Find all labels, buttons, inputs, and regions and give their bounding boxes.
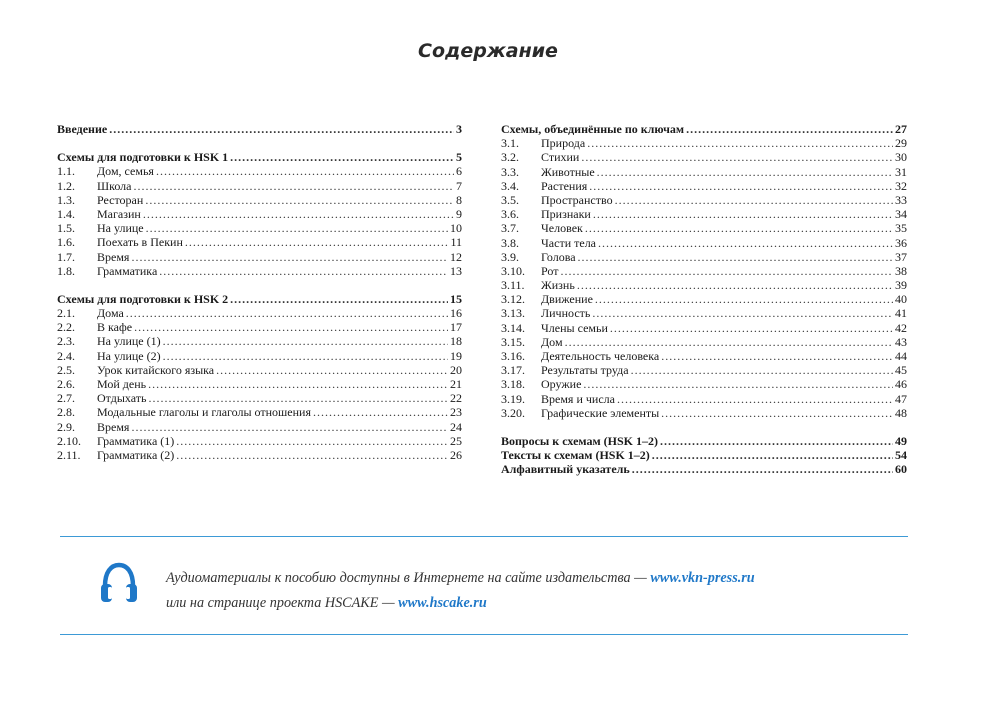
toc-entry-title: Пространство [541, 192, 613, 207]
toc-entry-number: 3.4. [501, 178, 519, 193]
toc-entry[interactable] [57, 377, 462, 391]
toc-entry[interactable] [57, 420, 462, 434]
toc-page-number: 47 [895, 391, 907, 406]
toc-entry-title: Движение [541, 292, 593, 307]
audio-note [166, 566, 896, 616]
toc-dot-leader [185, 235, 449, 249]
toc-page-number: 27 [895, 122, 907, 136]
toc-dot-leader [593, 207, 893, 221]
toc-dot-leader [145, 193, 454, 207]
toc-dot-leader [216, 363, 448, 377]
toc-entry[interactable] [501, 179, 907, 193]
toc-entry-number: 1.5. [57, 221, 75, 236]
toc-entry-title: Стихии [541, 150, 580, 165]
toc-entry-title: Алфавитный указатель [501, 462, 630, 477]
toc-entry[interactable] [501, 221, 907, 235]
toc-dot-leader [176, 448, 448, 462]
toc-entry-number: 3.20. [501, 405, 525, 420]
toc-page-number: 36 [895, 235, 907, 250]
toc-entry-number: 3.18. [501, 377, 525, 392]
toc-entry-title: Отдыхать [97, 391, 147, 406]
toc-entry-title: Результаты труда [541, 363, 629, 378]
toc-entry-number: 3.9. [501, 249, 519, 264]
toc-page-number: 17 [450, 320, 462, 335]
toc-entry[interactable] [501, 377, 907, 391]
toc-entry[interactable] [501, 193, 907, 207]
toc-page-number: 22 [450, 391, 462, 406]
toc-dot-leader [146, 221, 448, 235]
toc-entry-title: Деятельность человека [541, 349, 660, 363]
toc-entry[interactable] [57, 320, 462, 334]
toc-entry-title: Растения [541, 178, 588, 193]
toc-page-number: 38 [895, 263, 907, 278]
toc-entry-title: Время [97, 249, 130, 264]
toc-entry[interactable] [57, 405, 462, 419]
toc-entry-number: 2.10. [57, 433, 81, 448]
toc-page-number: 46 [895, 377, 907, 392]
page-title: Содержание [418, 40, 558, 62]
toc-dot-leader [230, 150, 454, 164]
toc-section[interactable] [501, 448, 907, 462]
toc-entry-title: Модальные глаголы и глаголы отношения [97, 405, 311, 420]
toc-section[interactable] [57, 292, 462, 306]
toc-dot-leader [598, 236, 893, 250]
toc-dot-leader [686, 122, 893, 136]
toc-dot-leader [615, 193, 893, 207]
toc-entry[interactable] [501, 236, 907, 250]
toc-entry-title: Грамматика [97, 263, 158, 278]
toc-dot-leader [660, 434, 893, 448]
audio-note-line-1 [166, 566, 896, 591]
toc-entry-title: Урок китайского языка [97, 362, 215, 377]
toc-entry[interactable] [57, 363, 462, 377]
toc-entry[interactable] [501, 406, 907, 420]
toc-entry-title: Магазин [97, 206, 141, 221]
toc-page-number: 32 [895, 178, 907, 193]
toc-page-number: 9 [456, 206, 462, 221]
toc-page-number: 12 [450, 249, 462, 264]
toc-entry-title: Тексты к схемам (HSK 1–2) [501, 448, 650, 463]
toc-entry-number: 1.7. [57, 249, 75, 264]
toc-page-number: 30 [895, 150, 907, 165]
toc-page-number: 44 [895, 349, 907, 363]
toc-page-number: 26 [450, 447, 462, 462]
toc-entry-number: 3.5. [501, 192, 519, 207]
toc-entry[interactable] [501, 306, 907, 320]
toc-entry-title: Время [97, 419, 130, 434]
toc-entry-title: Признаки [541, 207, 591, 222]
toc-entry[interactable] [57, 306, 462, 320]
toc-entry[interactable] [501, 349, 907, 363]
toc-section[interactable] [501, 462, 907, 476]
toc-entry-title: Личность [541, 306, 591, 321]
toc-dot-leader [565, 335, 893, 349]
toc-page-number: 43 [895, 334, 907, 349]
toc-entry[interactable] [501, 321, 907, 335]
toc-entry-number: 3.15. [501, 334, 525, 349]
toc-dot-leader [159, 264, 448, 278]
toc-entry[interactable] [501, 207, 907, 221]
toc-entry-title: Дом, семья [97, 164, 154, 179]
toc-dot-leader [631, 363, 893, 377]
toc-page-number: 8 [456, 192, 462, 207]
toc-entry[interactable] [57, 391, 462, 405]
toc-entry-title: Школа [97, 178, 132, 193]
toc-entry-number: 1.8. [57, 263, 75, 278]
toc-gap [501, 420, 907, 434]
toc-page-number: 13 [450, 263, 462, 278]
toc-entry[interactable] [57, 349, 462, 363]
toc-entry[interactable] [501, 392, 907, 406]
divider-top [60, 536, 908, 537]
toc-dot-leader [661, 349, 893, 363]
toc-page-number: 6 [456, 164, 462, 179]
toc-page-number: 20 [450, 362, 462, 377]
toc-entry[interactable] [501, 363, 907, 377]
divider-bottom [60, 634, 908, 635]
toc-entry-number: 2.7. [57, 391, 75, 406]
toc-entry-title: Мой день [97, 377, 147, 391]
toc-entry-number: 2.9. [57, 419, 75, 434]
toc-section[interactable] [501, 434, 907, 448]
toc-entry-title: Грамматика (1) [97, 433, 175, 448]
toc-page-number: 11 [450, 235, 462, 250]
toc-page-number: 29 [895, 136, 907, 151]
toc-entry[interactable] [57, 448, 462, 462]
toc-dot-leader [126, 306, 448, 320]
toc-entry-number: 2.5. [57, 362, 75, 377]
toc-page-number: 34 [895, 207, 907, 222]
audio-note-text-1: Аудиоматериалы к пособию доступны в Интернете на сайте издательства — [166, 570, 651, 586]
toc-entry-title: Поехать в Пекин [97, 235, 183, 250]
toc-entry[interactable] [57, 179, 462, 193]
toc-entry-number: 3.16. [501, 349, 525, 363]
toc-entry[interactable] [57, 334, 462, 348]
toc-right-column [501, 122, 907, 477]
toc-dot-leader [595, 292, 893, 306]
toc-entry[interactable] [57, 264, 462, 278]
toc-entry-title: На улице (2) [97, 348, 161, 363]
toc-page-number: 7 [456, 178, 462, 193]
toc-section[interactable] [57, 150, 462, 164]
toc-entry[interactable] [501, 165, 907, 179]
toc-entry-number: 3.17. [501, 363, 525, 378]
toc-dot-leader [592, 306, 893, 320]
toc-dot-leader [134, 320, 448, 334]
toc-dot-leader [156, 164, 454, 178]
toc-entry-title: Вопросы к схемам (HSK 1–2) [501, 433, 658, 448]
toc-entry-number: 1.3. [57, 192, 75, 207]
toc-dot-leader [587, 136, 893, 150]
toc-page-number: 40 [895, 292, 907, 307]
toc-entry-title: Дома [97, 306, 124, 321]
toc-page-number: 25 [450, 433, 462, 448]
toc-entry-number: 3.2. [501, 150, 519, 165]
toc-entry-title: На улице (1) [97, 334, 161, 349]
toc-entry-title: Схемы для подготовки к HSK 1 [57, 150, 229, 165]
toc-page-number: 45 [895, 363, 907, 378]
toc-entry-title: Члены семьи [541, 320, 608, 335]
toc-page-number: 5 [456, 150, 462, 165]
toc-entry-number: 2.3. [57, 334, 75, 349]
toc-entry-title: Схемы для подготовки к HSK 2 [57, 291, 229, 306]
toc-entry-number: 1.6. [57, 235, 75, 250]
toc-entry-number: 3.10. [501, 263, 525, 278]
toc-page-number: 10 [450, 221, 462, 236]
toc-entry[interactable] [501, 264, 907, 278]
toc-entry-number: 3.11. [501, 278, 525, 293]
toc-dot-leader [176, 434, 448, 448]
toc-dot-leader [583, 377, 893, 391]
toc-dot-leader [109, 122, 454, 136]
toc-entry-number: 1.1. [57, 164, 75, 179]
toc-entry[interactable] [501, 335, 907, 349]
toc-section[interactable] [57, 122, 462, 136]
toc-dot-leader [632, 462, 893, 476]
toc-entry-title: В кафе [97, 320, 133, 335]
toc-entry-title: Оружие [541, 377, 582, 392]
toc-entry-title: Схемы, объединённые по ключам [501, 122, 685, 136]
toc-entry[interactable] [501, 278, 907, 292]
toc-entry-number: 3.7. [501, 221, 519, 236]
toc-entry-title: Жизнь [541, 278, 575, 293]
toc-entry[interactable] [57, 250, 462, 264]
toc-page-number: 31 [895, 164, 907, 179]
toc-entry-title: Грамматика (2) [97, 447, 175, 462]
toc-page-number: 21 [450, 377, 462, 391]
toc-page-number: 3 [456, 122, 462, 136]
toc-entry-number: 2.6. [57, 377, 75, 391]
toc-gap [57, 278, 462, 292]
toc-dot-leader [131, 250, 448, 264]
toc-dot-leader [581, 150, 893, 164]
toc-page-number: 41 [895, 306, 907, 321]
toc-entry[interactable] [501, 150, 907, 164]
toc-entry-number: 3.12. [501, 292, 525, 307]
toc-page-number: 42 [895, 320, 907, 335]
toc-page-number: 49 [895, 433, 907, 448]
toc-page-number: 54 [895, 448, 907, 463]
toc-dot-leader [585, 221, 893, 235]
toc-entry-number: 3.13. [501, 306, 525, 321]
toc-entry-number: 3.8. [501, 235, 519, 250]
toc-dot-leader [617, 392, 893, 406]
toc-entry-title: Графические элементы [541, 405, 660, 420]
toc-entry-title: Голова [541, 249, 576, 264]
toc-page-number: 35 [895, 221, 907, 236]
toc-entry[interactable] [57, 164, 462, 178]
audio-note-text-2: или на странице проекта HSCAKE — [166, 595, 399, 611]
toc-dot-leader [661, 406, 893, 420]
toc-dot-leader [143, 207, 454, 221]
toc-entry[interactable] [57, 235, 462, 249]
toc-dot-leader [131, 420, 448, 434]
toc-page-number: 24 [450, 419, 462, 434]
toc-page-number: 39 [895, 278, 907, 293]
toc-dot-leader [578, 250, 893, 264]
toc-entry[interactable] [57, 221, 462, 235]
toc-entry-number: 3.14. [501, 320, 525, 335]
toc-entry-number: 2.1. [57, 306, 75, 321]
toc-page-number: 18 [450, 334, 462, 349]
toc-entry-title: На улице [97, 221, 144, 236]
toc-entry-title: Рот [541, 263, 559, 278]
toc-dot-leader [610, 321, 893, 335]
headphones-icon [99, 560, 139, 606]
toc-dot-leader [577, 278, 893, 292]
toc-dot-leader [163, 349, 448, 363]
toc-entry-title: Природа [541, 136, 586, 151]
toc-dot-leader [597, 165, 893, 179]
vkn-press-link[interactable]: www.vkn-press.ru [650, 570, 755, 586]
toc-page-number: 19 [450, 348, 462, 363]
toc-entry-number: 3.6. [501, 207, 519, 222]
toc-page-number: 33 [895, 192, 907, 207]
toc-entry-number: 2.11. [57, 447, 81, 462]
toc-entry-number: 3.19. [501, 391, 525, 406]
toc-left-column [57, 122, 462, 462]
toc-dot-leader [133, 179, 454, 193]
toc-entry-title: Ресторан [97, 192, 144, 207]
toc-entry[interactable] [501, 292, 907, 306]
toc-entry-title: Время и числа [541, 391, 615, 406]
audio-note-line-2 [166, 591, 896, 616]
toc-dot-leader [560, 264, 893, 278]
toc-entry-title: Части тела [541, 235, 597, 250]
toc-entry-number: 3.3. [501, 164, 519, 179]
toc-entry-title: Человек [541, 221, 583, 236]
toc-page-number: 37 [895, 249, 907, 264]
toc-entry[interactable] [501, 136, 907, 150]
toc-entry-number: 1.2. [57, 178, 75, 193]
toc-page-number: 16 [450, 306, 462, 321]
toc-section[interactable] [501, 122, 907, 136]
toc-dot-leader [652, 448, 893, 462]
toc-entry-number: 2.4. [57, 348, 75, 363]
toc-entry[interactable] [57, 207, 462, 221]
toc-dot-leader [149, 391, 449, 405]
toc-gap [57, 136, 462, 150]
toc-page-number: 23 [450, 405, 462, 420]
toc-entry[interactable] [57, 434, 462, 448]
toc-page-number: 60 [895, 462, 907, 477]
toc-page-number: 15 [450, 291, 462, 306]
toc-dot-leader [163, 334, 448, 348]
toc-entry-number: 3.1. [501, 136, 519, 151]
toc-entry-number: 2.2. [57, 320, 75, 335]
toc-entry-title: Дом [541, 334, 563, 349]
toc-entry-number: 1.4. [57, 206, 75, 221]
toc-page-number: 48 [895, 405, 907, 420]
hscake-link[interactable]: www.hscake.ru [398, 595, 487, 611]
toc-entry[interactable] [57, 193, 462, 207]
toc-dot-leader [230, 292, 448, 306]
toc-entry-title: Введение [57, 122, 108, 136]
toc-entry-number: 2.8. [57, 405, 75, 420]
toc-dot-leader [148, 377, 448, 391]
toc-dot-leader [313, 405, 448, 419]
toc-dot-leader [589, 179, 893, 193]
toc-entry-title: Животные [541, 164, 595, 179]
toc-entry[interactable] [501, 250, 907, 264]
